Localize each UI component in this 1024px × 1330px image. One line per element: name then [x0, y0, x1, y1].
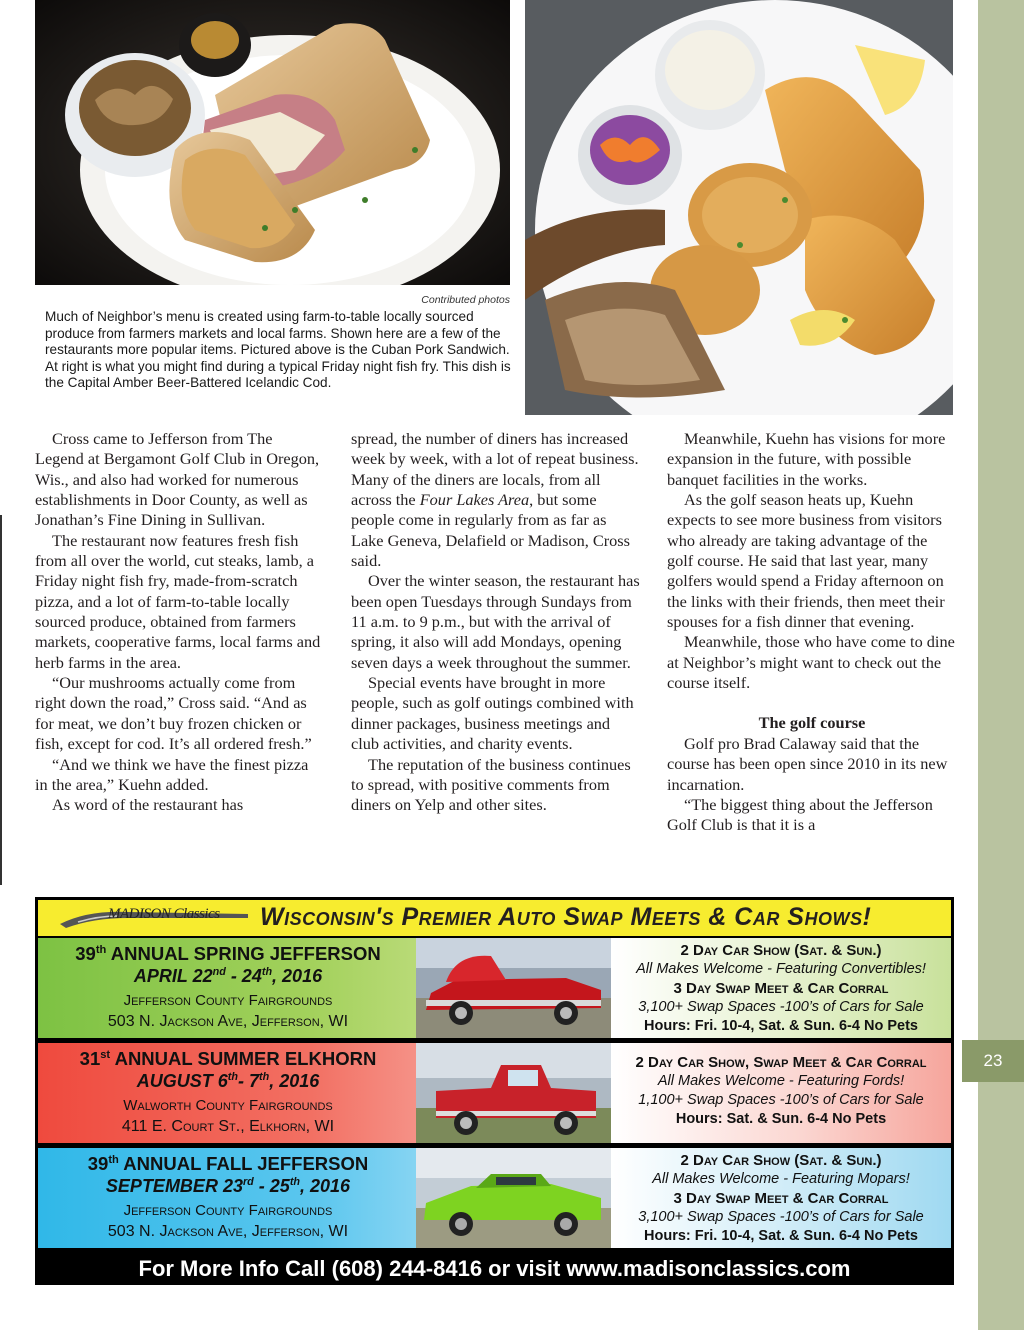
event-summer-elkhorn: [38, 1043, 951, 1143]
event-info: [38, 938, 418, 1038]
event-title: 39th ANNUAL FALL JEFFERSON: [87, 1153, 369, 1174]
car-photo-ford-truck: [416, 1043, 611, 1143]
article-column-2: [351, 429, 641, 816]
place-name-italic: Four Lakes Area: [419, 490, 530, 510]
page-sidebar: [978, 0, 1024, 1330]
logo-text: MADISON Classics: [108, 906, 220, 922]
paragraph: As the golf season heats up, Kuehn expects to see more business from visitors who already are taking advantage of the golf course. He said that last year, many golfers would spend a Friday afternoon on the links with their friends, then meet their spouses for a fish dinner that evening.: [667, 490, 945, 632]
paragraph: “The biggest thing about the Jefferson Golf Club is that it is a: [667, 794, 933, 835]
subhead-golf-course: The golf course: [758, 713, 866, 733]
event-address: 503 N. Jackson Ave, Jefferson, WI: [107, 1223, 349, 1240]
photo-cuban-sandwich: [35, 0, 510, 285]
event-info: [38, 1043, 418, 1143]
paragraph: Golf pro Brad Calaway said that the course has been open since 2010 in its new incarnation.: [667, 733, 948, 794]
paragraph: Meanwhile, Kuehn has visions for more expansion in the future, with possible banquet facilities in the works.: [667, 429, 946, 489]
ad-header: [38, 900, 951, 936]
paragraph: The restaurant now features fresh fish from all over the world, cut steaks, lamb, a Friday night fish fry, made-from-scratch pizza, and a lot of farm-to-table locally sourced produce, obtained from farmers markets, cooperative farms, local farms and herb farms in the area.: [35, 530, 321, 672]
page-edge-mark: [0, 515, 2, 885]
paragraph: “Our mushrooms actually come from right down the road,” Cross said. “And as for meat, we don’t buy frozen chicken or fish, except for cod. It’s all ordered fresh.”: [35, 673, 312, 754]
event-details: 2 Day Car Show (Sat. & Sun.) All Makes Welcome - Featuring Convertibles! 3 Day Swap Meet & Car Corral 3,100+ Swap Spaces -100’s of Cars for Sale Hours: Fri. 10-4, Sat. & Sun. 6-4 No Pets: [611, 938, 951, 1038]
ad-contact-footer: For More Info Call (608) 244-8416 or visit www.madisonclassics.com: [138, 1256, 851, 1281]
event-fall-jefferson: [38, 1148, 951, 1248]
page-number: 23: [962, 1040, 1024, 1082]
event-date: APRIL 22nd - 24th, 2016: [133, 966, 323, 986]
event-venue: Jefferson County Fairgrounds: [123, 992, 333, 1009]
paragraph: “And we think we have the finest pizza in the area,” Kuehn added.: [35, 754, 309, 794]
paragraph: Special events have brought in more people, such as golf outings combined with dinner packages, business meetings and club activities, and charity events.: [351, 673, 634, 754]
paragraph: spread, the number of diners has increased week by week, with a lot of repeat business. Many of the diners are locals, from all across the Four Lakes Area, but some people come in regularly from as far as Lake Geneva, Delafield or Madison, Cross said.: [351, 429, 639, 571]
paragraph: The reputation of the business continues to spread, with positive comments from diners on Yelp and other sites.: [351, 754, 631, 815]
ad-headline: Wisconsin's Premier Auto Swap Meets & Car Shows!: [260, 903, 872, 931]
event-title: 31st ANNUAL SUMMER ELKHORN: [79, 1048, 377, 1069]
event-date: AUGUST 6th- 7th, 2016: [136, 1071, 320, 1091]
madison-classics-logo: [58, 904, 258, 932]
car-photo-mopar: [416, 1148, 611, 1248]
event-date: SEPTEMBER 23rd - 25th, 2016: [105, 1176, 351, 1196]
event-spring-jefferson: [38, 938, 951, 1038]
photo-fish-fry: [525, 0, 953, 415]
event-address: 503 N. Jackson Ave, Jefferson, WI: [107, 1013, 349, 1030]
event-hours: Hours: Fri. 10-4, Sat. & Sun. 6-4 No Pets: [644, 1018, 918, 1034]
paragraph: Over the winter season, the restaurant has been open Tuesdays through Sundays from 11 a.m. to 9 p.m., but with the arrival of spring, it also will add Mondays, opening seven days a week throughout the summer.: [351, 571, 640, 672]
event-venue: Walworth County Fairgrounds: [123, 1097, 333, 1114]
event-info: [38, 1148, 418, 1248]
photo-credit: Contributed photos: [421, 294, 510, 306]
event-address: 411 E. Court St., Elkhorn, WI: [121, 1118, 335, 1135]
madison-classics-ad: [35, 897, 954, 1285]
paragraph: Meanwhile, those who have come to dine at Neighbor’s might want to check out the course itself.: [667, 632, 955, 693]
event-hours: Hours: Sat. & Sun. 6-4 No Pets: [675, 1111, 887, 1127]
photo-caption: Much of Neighbor’s menu is created using farm-to-table locally sourced produce from farmers markets and local farms. Shown here are a few of the restaurants more popular items. Pictured above is the Cuban Pork Sandwich. At right is what you might find during a typical Friday night fish fry. This dish is the Capital Amber Beer-Battered Icelandic Cod.: [45, 309, 511, 390]
event-title: 39th ANNUAL SPRING JEFFERSON: [75, 943, 381, 964]
event-hours: Hours: Fri. 10-4, Sat. & Sun. 6-4 No Pets: [644, 1228, 918, 1244]
paragraph: As word of the restaurant has: [52, 795, 244, 815]
paragraph: Cross came to Jefferson from The Legend at Bergamont Golf Club in Oregon, Wis., and also had worked for numerous establishments in Door County, as well as Jonathan’s Fine Dining in Sullivan.: [35, 429, 320, 530]
article-column-3: [667, 429, 957, 836]
event-venue: Jefferson County Fairgrounds: [123, 1202, 333, 1219]
article-column-1: [35, 429, 325, 816]
event-details: 2 Day Car Show, Swap Meet & Car Corral All Makes Welcome - Featuring Fords! 1,100+ Swap Spaces -100’s of Cars for Sale Hours: Sat. & Sun. 6-4 No Pets: [611, 1043, 951, 1143]
car-photo-convertible: [416, 938, 611, 1038]
event-details: 2 Day Car Show (Sat. & Sun.) All Makes Welcome - Featuring Mopars! 3 Day Swap Meet & Car Corral 3,100+ Swap Spaces -100’s of Cars for Sale Hours: Fri. 10-4, Sat. & Sun. 6-4 No Pets: [611, 1148, 951, 1248]
